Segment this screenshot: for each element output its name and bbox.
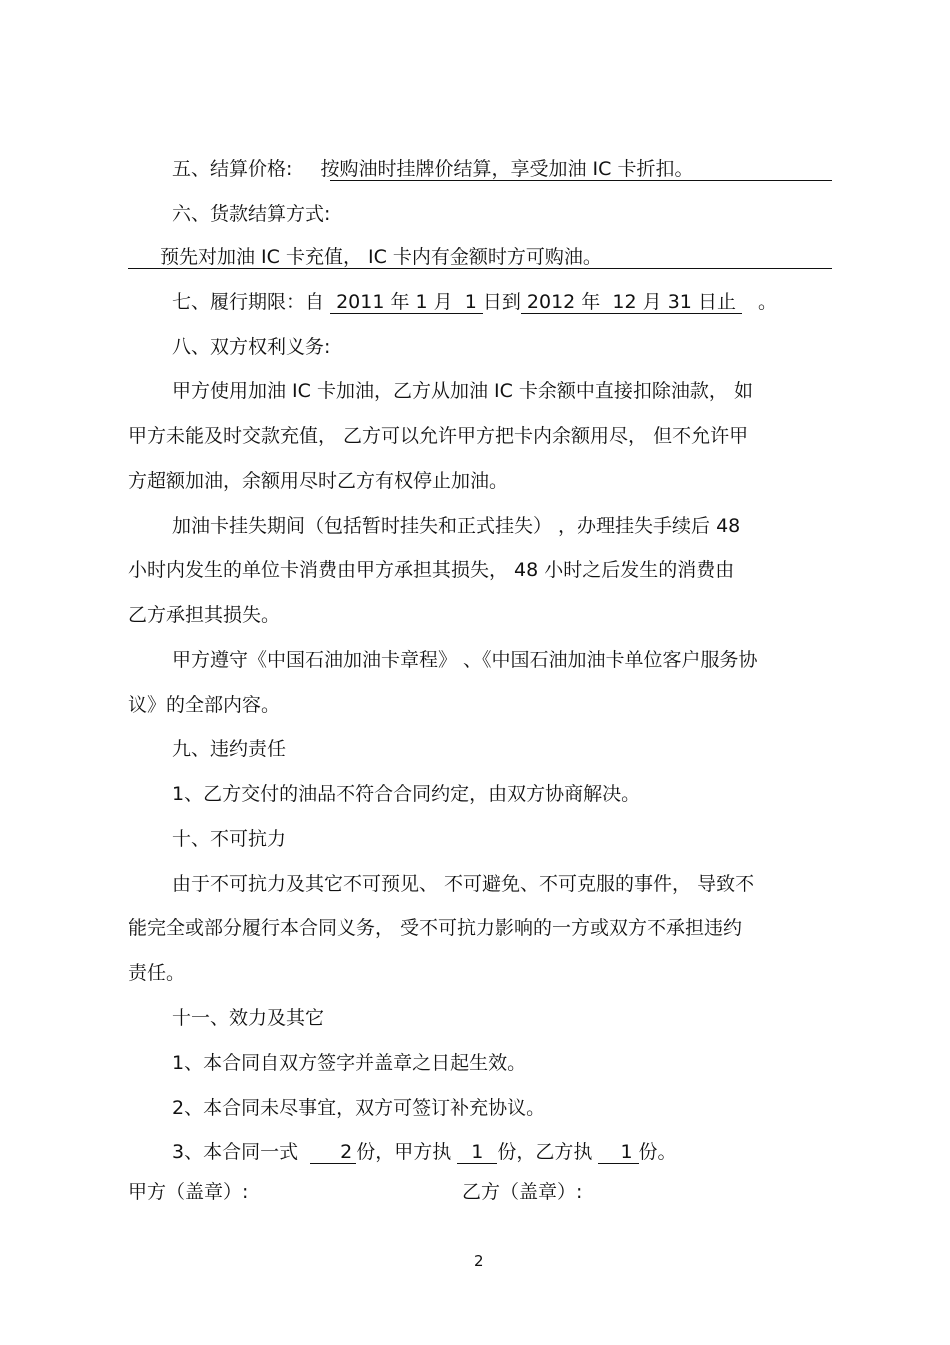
page-number: 2 [474, 1252, 484, 1270]
section-6-label: 六、货款结算方式: [172, 203, 331, 225]
section-8-p3-line2: 议》的全部内容。 [128, 694, 281, 716]
section-5-line [172, 157, 693, 181]
section-5-value: 按购油时挂牌价结算，享受加油 IC 卡折扣。 [320, 158, 694, 180]
section-9-label: 九、违约责任 [172, 738, 287, 760]
section-8-p1-line1: 甲方使用加油 IC 卡加油，乙方从加油 IC 卡余额中直接扣除油款， 如 [172, 380, 753, 402]
section-8-p1-line2: 甲方未能及时交款充值， 乙方可以允许甲方把卡内余额用尽， 但不允许甲 [128, 425, 749, 447]
copies-party-b: 1 [598, 1141, 638, 1164]
section-8-label: 八、双方权利义务: [172, 336, 331, 358]
term-to-text: 日到 [482, 291, 521, 313]
term-period: 。 [758, 291, 778, 313]
section-10-label: 十、不可抗力 [172, 828, 287, 850]
term-start-date: 2011 年 1 月 1 [330, 291, 483, 314]
section-8-p2-line2: 小时内发生的单位卡消费由甲方承担其损失， 48 小时之后发生的消费由 [128, 559, 735, 581]
section-10-line3: 责任。 [128, 962, 186, 984]
section-9-item-1: 1、乙方交付的油品不符合合同约定，由双方协商解决。 [172, 783, 641, 805]
section-8-p2-line1: 加油卡挂失期间（包括暂时挂失和正式挂失） ，办理挂失手续后 48 [172, 515, 741, 537]
section-11-label: 十一、效力及其它 [172, 1007, 325, 1029]
section-5-underline [330, 180, 832, 181]
section-5-label: 五、结算价格: [172, 158, 293, 180]
section-8-p1-line3: 方超额加油，余额用尽时乙方有权停止加油。 [128, 470, 509, 492]
section-6-underline [128, 268, 832, 269]
section-8-p2-line3: 乙方承担其损失。 [128, 604, 281, 626]
party-a-seal: 甲方（盖章）: [128, 1181, 249, 1203]
section-11-item-3: 3、本合同一式 2 份，甲方执 1 份，乙方执 1 份。 [172, 1141, 677, 1163]
copies-total: 2 [310, 1141, 356, 1164]
section-11-item-2: 2、本合同未尽事宜，双方可签订补充协议。 [172, 1097, 546, 1119]
section-10-line1: 由于不可抗力及其它不可预见、 不可避免、不可克服的事件， 导致不 [172, 873, 755, 895]
section-8-p3-line1: 甲方遵守《中国石油加油卡章程》 、《中国石油加油卡单位客户服务协 [172, 649, 758, 671]
term-end-date: 2012 年 12 月 31 日止 [521, 291, 742, 314]
party-b-seal: 乙方（盖章）: [462, 1181, 583, 1203]
section-10-line2: 能完全或部分履行本合同义务， 受不可抗力影响的一方或双方不承担违约 [128, 917, 743, 939]
copies-party-a: 1 [457, 1141, 497, 1164]
section-7-label: 七、履行期限：自 [172, 291, 325, 313]
section-6-value: 预先对加油 IC 卡充值， IC 卡内有金额时方可购油。 [160, 246, 602, 268]
section-11-item-1: 1、本合同自双方签字并盖章之日起生效。 [172, 1052, 527, 1074]
section-7-line [172, 290, 777, 314]
